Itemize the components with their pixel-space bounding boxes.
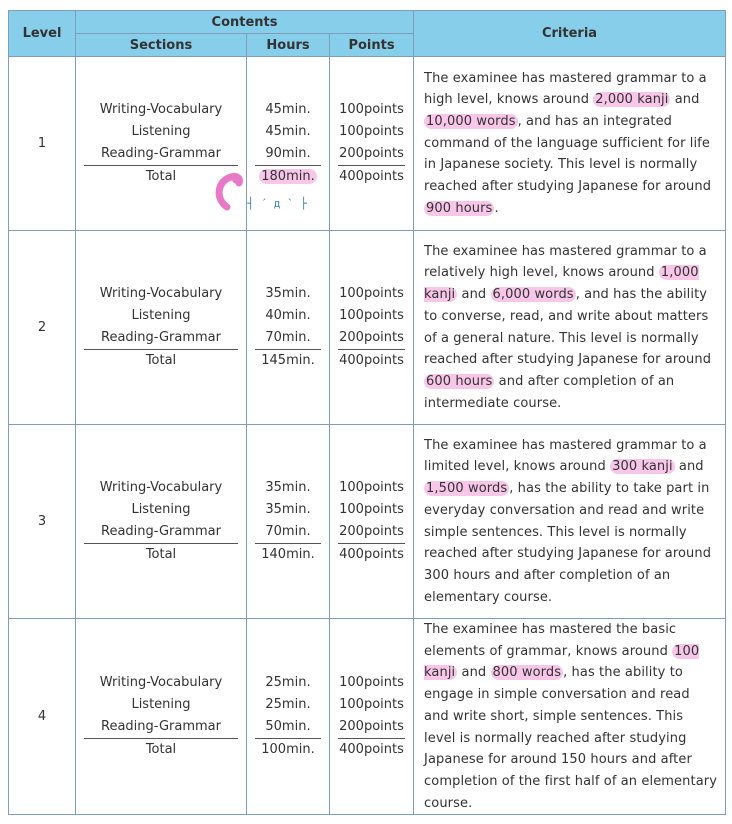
section-name: Writing-Vocabulary (99, 102, 223, 117)
points-value: 200points (339, 719, 404, 735)
highlight: 10,000 words (426, 113, 516, 129)
level-cell: 3 (9, 425, 76, 619)
points-value: 100points (339, 675, 404, 691)
section-name: Listening (131, 697, 191, 713)
points-value: 400points (338, 543, 405, 566)
hours-value: 90min. (265, 146, 311, 161)
header-level: Level (9, 11, 76, 57)
highlight: 1,500 words (426, 481, 508, 497)
hours-cell (247, 619, 330, 815)
points-cell (330, 425, 414, 619)
section-name: Reading-Grammar (101, 719, 221, 735)
header-points: Points (330, 34, 414, 57)
highlight: 100 kanji (424, 643, 700, 681)
points-value: 200points (339, 524, 404, 539)
section-name: Reading-Grammar (101, 524, 221, 539)
table-row (9, 57, 726, 231)
section-name: Writing-Vocabulary (99, 675, 223, 691)
section-name: Listening (131, 308, 191, 323)
points-value: 200points (339, 330, 404, 345)
section-name: Reading-Grammar (101, 330, 221, 345)
points-cell (330, 231, 414, 425)
hours-value: 100min. (255, 738, 321, 761)
jlpt-level-table (8, 10, 726, 815)
total-label: Total (84, 543, 238, 566)
criteria-text: , has the ability to take part in everyday conversation and read and write simple sentences. This level is normally reached after studying Japanese for around 300 hours and after completion of an elementary course. (424, 481, 712, 605)
hours-value: 180min. ┤ ´ д ` ├ (255, 165, 321, 188)
hours-value: 45min. (265, 124, 311, 139)
section-name: Listening (131, 502, 191, 517)
points-value: 200points (339, 146, 404, 161)
highlight: 600 hours (426, 373, 493, 389)
hours-value: 145min. (255, 349, 321, 372)
total-label: Total (84, 349, 238, 372)
points-value: 400points (338, 738, 405, 761)
hours-value: 50min. (265, 719, 311, 735)
hours-value: 140min. (255, 543, 321, 566)
criteria-text: and (670, 92, 700, 108)
highlight: 2,000 kanji (595, 92, 669, 108)
criteria-text: The examinee has mastered grammar to a relatively high level, knows around (424, 243, 707, 281)
criteria-text: , and has an integrated command of the language sufficient for life in Japanese society. This level is normally reached after studying Japanese for around (424, 113, 712, 195)
points-value: 400points (338, 165, 405, 188)
header-contents: Contents (76, 11, 414, 34)
level-cell: 4 (9, 619, 76, 815)
criteria-text: and after completion of an intermediate course. (424, 373, 675, 411)
sections-cell (76, 425, 247, 619)
hours-value: 25min. (265, 675, 311, 691)
points-value: 100points (339, 124, 404, 139)
points-cell (330, 57, 414, 231)
total-label: Total (84, 165, 238, 188)
section-name: Listening (131, 124, 191, 139)
level-cell: 1 (9, 57, 76, 231)
hours-value: 70min. (265, 330, 311, 345)
points-value: 100points (339, 480, 404, 495)
hours-value: 40min. (265, 308, 311, 323)
points-value: 100points (339, 502, 404, 517)
highlight: 800 words (492, 665, 562, 681)
criteria-text: . (494, 200, 499, 216)
section-name: Writing-Vocabulary (99, 286, 223, 301)
header-hours: Hours (247, 34, 330, 57)
total-label: Total (84, 738, 238, 761)
criteria-text: and (674, 459, 704, 475)
criteria-cell (414, 425, 726, 619)
criteria-text: The examinee has mastered grammar to a limited level, knows around (424, 437, 707, 475)
criteria-cell (414, 57, 726, 231)
criteria-cell (414, 619, 726, 815)
hours-value: 70min. (265, 524, 311, 539)
header-criteria: Criteria (414, 11, 726, 57)
sections-cell (76, 619, 247, 815)
points-value: 100points (339, 286, 404, 301)
hours-cell (247, 231, 330, 425)
pink-swirl-icon (213, 169, 247, 215)
hours-value: 25min. (265, 697, 311, 713)
criteria-text: and (457, 665, 491, 681)
hours-value: 35min. (265, 502, 311, 517)
table-row (9, 619, 726, 815)
section-name: Writing-Vocabulary (99, 480, 223, 495)
section-name: Reading-Grammar (101, 146, 221, 161)
criteria-text: and (457, 287, 491, 303)
hours-value: 45min. (265, 102, 311, 117)
table-row (9, 231, 726, 425)
table-body (9, 57, 726, 815)
highlight: 900 hours (426, 200, 493, 216)
points-cell (330, 619, 414, 815)
highlight: 300 kanji (612, 459, 673, 475)
criteria-text: The examinee has mastered grammar to a high level, knows around (424, 70, 707, 108)
emoticon: ┤ ´ д ` ├ (247, 197, 307, 210)
criteria-text: , has the ability to engage in simple conversation and read and write short, simple sentences. This level is normally reached after studying Japanese for around 150 hours and after completion of the first half of an elementary course. (424, 665, 717, 811)
criteria-cell (414, 231, 726, 425)
points-value: 100points (339, 308, 404, 323)
header-sections: Sections (76, 34, 247, 57)
hours-cell (247, 57, 330, 231)
criteria-text: The examinee has mastered the basic elements of grammar, knows around (424, 622, 677, 659)
highlight: 6,000 words (492, 287, 574, 303)
table-row (9, 425, 726, 619)
hours-value: 35min. (265, 286, 311, 301)
hours-value: 35min. (265, 480, 311, 495)
points-value: 100points (339, 697, 404, 713)
criteria-text: , and has the ability to converse, read, and write about matters of a general nature. This level is normally reached after studying Japanese for around (424, 287, 712, 368)
level-cell: 2 (9, 231, 76, 425)
points-value: 100points (339, 102, 404, 117)
sections-cell (76, 231, 247, 425)
points-value: 400points (338, 349, 405, 372)
hours-cell (247, 425, 330, 619)
highlight: 1,000 kanji (424, 265, 699, 303)
